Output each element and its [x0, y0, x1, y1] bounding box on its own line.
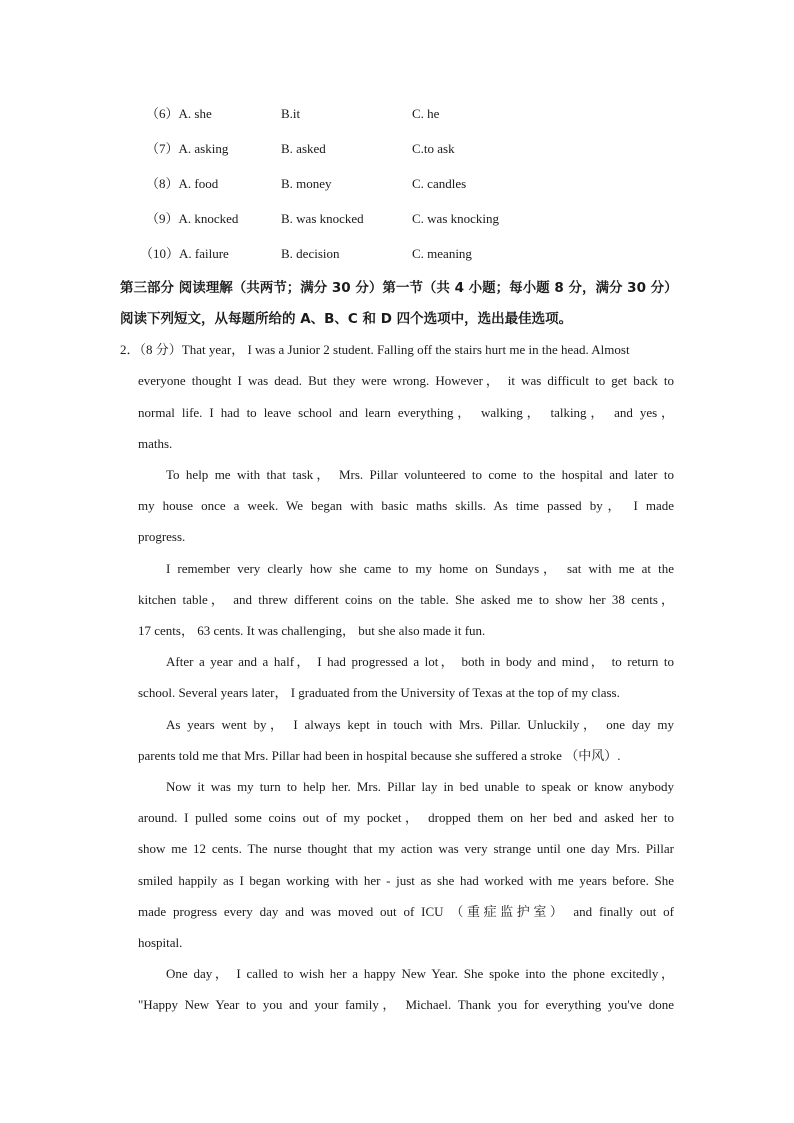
passage-line: show me 12 cents. The nurse thought that my action was very strange until one day Mrs. Pillar — [138, 841, 674, 856]
passage-line: One day， I called to wish her a happy New Year. She spoke into the phone excitedly， — [166, 966, 674, 981]
passage-line: maths. — [138, 436, 173, 451]
option-a: （7）A. asking — [146, 141, 229, 156]
option-c: C. he — [412, 106, 440, 121]
passage-line: made progress every day and was moved out of ICU （重症监护室） and finally out of — [138, 904, 674, 919]
passage-line: everyone thought I was dead. But they were wrong. However， it was difficult to get back to — [138, 373, 674, 388]
passage-line: After a year and a half， I had progressed a lot， both in body and mind， to return to — [166, 654, 674, 669]
option-c: C. candles — [412, 176, 467, 191]
section-instruction: 阅读下列短文，从每题所给的 A、B、C 和 D 四个选项中，选出最佳选项。 — [120, 311, 573, 327]
passage-line: hospital. — [138, 935, 183, 950]
option-b: B.it — [281, 106, 301, 121]
passage-line: progress. — [138, 529, 186, 544]
option-c: C.to ask — [412, 141, 455, 156]
passage-line: I remember very clearly how she came to my home on Sundays， sat with me at the — [166, 561, 674, 576]
passage-line: parents told me that Mrs. Pillar had been in hospital because she suffered a stroke （中风）. — [138, 748, 621, 763]
passage-line: 17 cents， 63 cents. It was challenging， but she also made it fun. — [138, 623, 486, 638]
option-a: （9）A. knocked — [146, 211, 239, 226]
option-c: C. was knocking — [412, 211, 500, 226]
passage-line: normal life. I had to leave school and learn everything， walking， talking， and yes， — [138, 405, 674, 420]
section-title: 第三部分 阅读理解（共两节；满分 30 分）第一节（共 4 小题；每小题 8 分，满分 30 分） — [120, 280, 678, 296]
passage-line: my house once a week. We began with basic maths skills. As time passed by， I made — [138, 498, 674, 513]
option-c: C. meaning — [412, 246, 472, 261]
question-head: 2．（8 分）That year， I was a Junior 2 student. Falling off the stairs hurt me in the head. Almost — [120, 342, 630, 357]
option-b: B. asked — [281, 141, 326, 156]
option-a: （6）A. she — [146, 106, 212, 121]
passage-line: kitchen table， and threw different coins on the table. She asked me to show her 38 cents， — [138, 592, 674, 607]
passage-line: To help me with that task， Mrs. Pillar volunteered to come to the hospital and later to — [166, 467, 674, 482]
option-a: （10）A. failure — [140, 246, 229, 261]
option-b: B. money — [281, 176, 332, 191]
option-b: B. decision — [281, 246, 340, 261]
passage-line: Now it was my turn to help her. Mrs. Pillar lay in bed unable to speak or know anybody — [166, 779, 674, 794]
option-a: （8）A. food — [146, 176, 219, 191]
passage-line: school. Several years later， I graduated from the University of Texas at the top of my class. — [138, 685, 620, 700]
option-b: B. was knocked — [281, 211, 364, 226]
passage-line: around. I pulled some coins out of my pocket， dropped them on her bed and asked her to — [138, 810, 674, 825]
passage-line: smiled happily as I began working with her - just as she had worked with me years before. She — [138, 873, 674, 888]
passage-line: "Happy New Year to you and your family， Michael. Thank you for everything you've done — [138, 997, 674, 1012]
passage-line: As years went by， I always kept in touch with Mrs. Pillar. Unluckily， one day my — [166, 717, 674, 732]
